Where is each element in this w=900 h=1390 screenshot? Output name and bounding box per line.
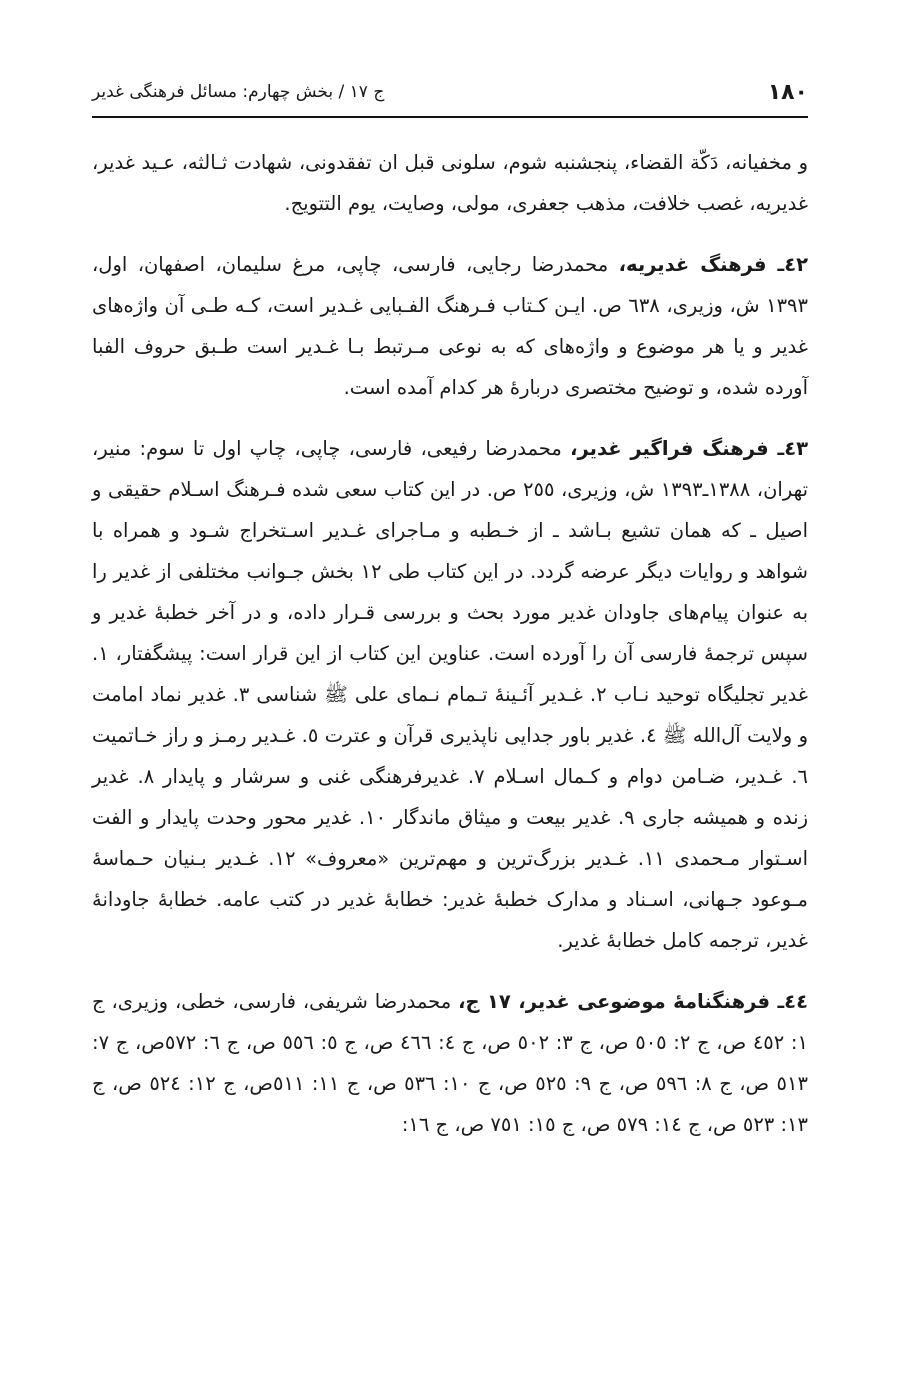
entry-43-heading: ٤٣ـ فرهنگ فراگیر غدیر، (570, 437, 808, 460)
running-header (92, 72, 808, 118)
body-text (92, 142, 808, 1145)
entry-44-text: محمدرضا شریفی، فارسی، خطی، وزیری، ج ١: ٤٥٢ ص، ج ٢: ٥٠٥ ص، ج ٣: ٥٠٢ ص، ج ٤: ٤٦٦ ص، ج ٥: ٥٥٦ ص، ج ٦: ٥٧٢ص، ج ٧: ٥١٣ ص، ج ٨: ٥٩٦ ص، ج ٩: ٥٢٥ ص، ج ١٠: ٥٣٦ ص، ج ١١: ٥١١ص، ج ١٢: ٥٢٤ ص، ج ١٣: ٥٢٣ ص، ج ١٤: ٥٧٩ ص، ج ١٥: ٧٥١ ص، ج ١٦: (92, 990, 808, 1136)
running-header-title: ج ١٧ / بخش چهارم: مسائل فرهنگی غدیر (92, 82, 385, 102)
entry-43 (92, 428, 808, 961)
entry-42-text: محمدرضا رجایی، فارسی، چاپی، مرغ سلیمان، اصفهان، اول، ١٣٩٣ ش، وزیری، ٦٣٨ ص. ایـن کـتاب فـرهنگ الفـبایی غـدیر است، کـه طـی آن واژه‌های غدیر و یا هر موضوع و واژه‌های که به نوعی مـرتبط بـا غـدیر است طـبق حروف الفبا آورده شده، و توضیح مختصری دربارهٔ هر کدام آمده است. (92, 253, 808, 399)
entry-42-heading: ٤٢ـ فرهنگ غدیریه، (618, 253, 809, 276)
entry-44 (92, 981, 808, 1145)
entry-42 (92, 244, 808, 408)
entry-44-heading: ٤٤ـ فرهنگنامهٔ موضوعی غدیر، ١٧ ج، (458, 990, 808, 1013)
book-page (92, 0, 808, 1390)
page-number: ١٨٠ (767, 79, 808, 105)
intro-paragraph: و مخفیانه، دَکّة القضاء، پنجشنبه شوم، سلونی قبل ان تفقدونی، شهادت ثـالثه، عـید غدیر، غدیریه، غصب خلافت، مذهب جعفری، مولی، وصایت، یوم التتویج. (92, 151, 808, 215)
entry-43-text: محمدرضا رفیعی، فارسی، چاپی، چاپ اول تا سوم: منیر، تهران، ١٣٨٨ـ١٣٩٣ ش، وزیری، ٢٥٥ ص. در این کتاب سعی شده فـرهنگ اسـلام حقیقی و اصیل ـ که همان تشیع بـاشد ـ از خـطبه و مـاجرای غـدیر اسـتخراج شـود و همراه با شواهد و روایات دیگر عرضه گردد. در این کتاب طی ١٢ بخش جـوانب مختلفی از غدیر را به عنوان پیام‌های جاودان غدیر مورد بحث و بررسی قـرار داده، و در آخر خطبهٔ غدیر و سپس ترجمهٔ فارسی آن را آورده است. عناوین این کتاب از این قرار است: پیشگفتار، ١. غدیر تجلیگاه توحید نـاب ٢. غـدیر آئـینهٔ تـمام نـمای علی ﷺ شناسی ٣. غدیر نماد امامت و ولایت آل‌الله ﷺ ٤. غدیر باور جدایی ناپذیری قرآن و عترت ٥. غـدیر رمـز و راز خـاتمیت ٦. غـدیر، ضـامن دوام و کـمال اسـلام ٧. غدیرفرهنگی غنی و سرشار و پایدار ٨. غدیر زنده و همیشه جاری ٩. غدیر بیعت و میثاق ماندگار ١٠. غدیر محور وحدت پایدار و الفت اسـتوار مـحمدی ١١. غـدیر بزرگ‌ترین و مهم‌ترین «معروف» ١٢. غـدیر بـنیان حـماسهٔ مـوعود جـهانی، اسـناد و مدارک خطبهٔ غدیر: خطابهٔ غدیر در کتب عامه. خطابهٔ جاودانهٔ غدیر، ترجمه کامل خطابهٔ غدیر. (92, 437, 809, 952)
